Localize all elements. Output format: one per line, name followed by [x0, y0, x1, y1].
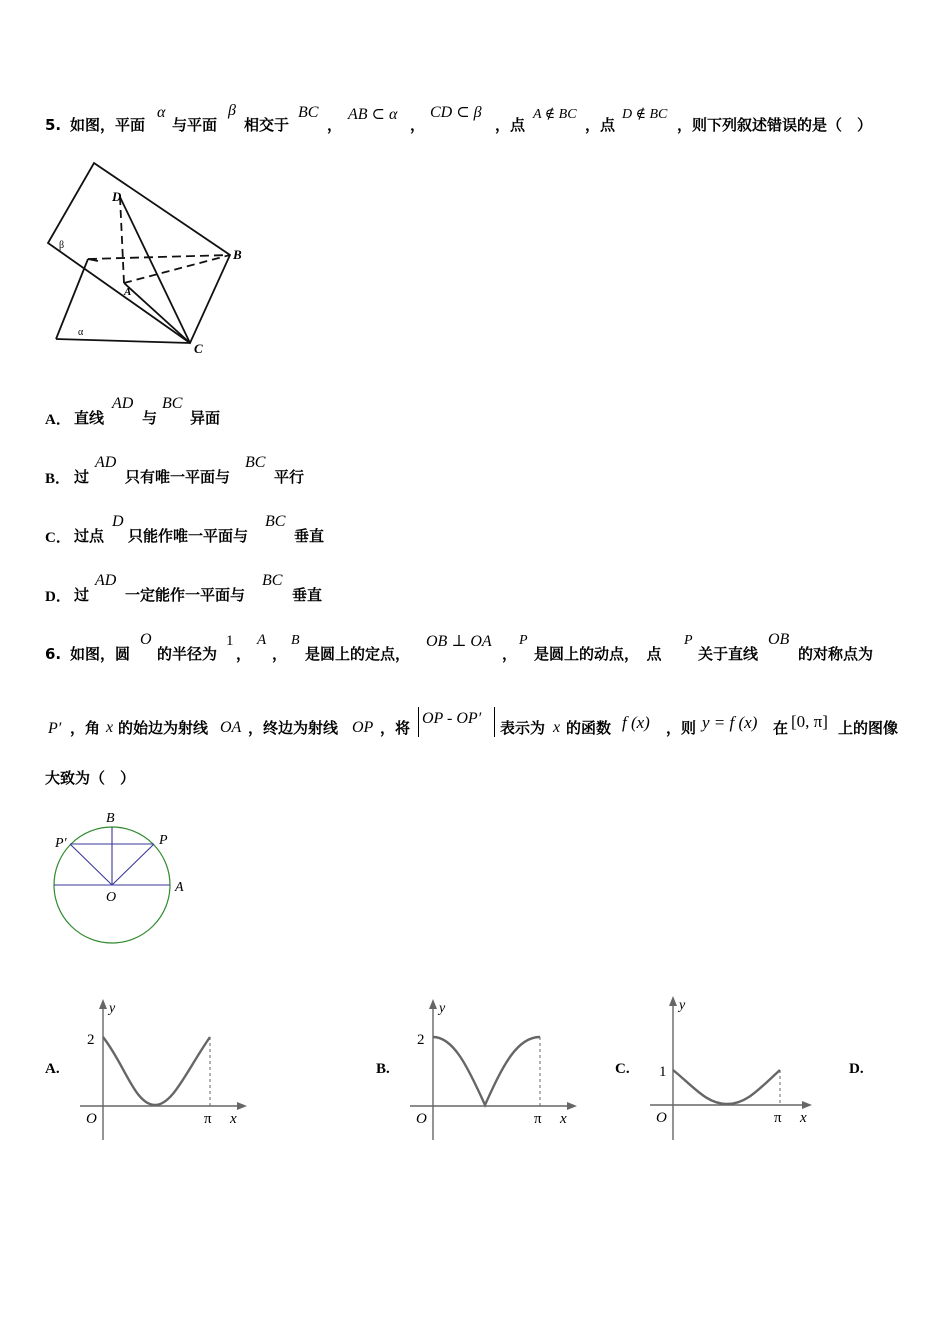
q6-oa: OA [220, 719, 242, 736]
label-beta: β [59, 240, 65, 251]
q6-p: P [519, 633, 528, 648]
dashed-edge-top [88, 255, 230, 259]
q5-bc: BC [298, 104, 319, 121]
q6-text-1f: ， [502, 645, 518, 663]
label-c: C [194, 341, 203, 356]
option-c-text-pre: 过点 [74, 527, 105, 545]
q6-text-1c: ， [236, 645, 252, 663]
q6-text-1b: 的半径为 [157, 645, 218, 663]
option-b-math-1: AD [95, 454, 117, 471]
plane-alpha-bottom-edge [56, 339, 190, 343]
circle-label-b: B [106, 811, 115, 826]
q6-text-1d: ， [272, 645, 288, 663]
option-a-math-1: AD [112, 395, 134, 412]
option-b-label: B． [45, 471, 71, 487]
option-c-label: C． [45, 530, 71, 546]
option-a-text-post: 异面 [190, 409, 221, 427]
q5-d-notin-bc: D ∉ BC [622, 107, 668, 122]
q6-one: 1 [226, 633, 234, 649]
q5-text-3: 相交于 [244, 116, 290, 134]
graph-a-x-label: x [230, 1111, 237, 1127]
graph-b-curve [433, 1037, 540, 1105]
graph-option-a[interactable] [75, 995, 250, 1145]
option-c-math-2: BC [265, 513, 286, 530]
q6-o: O [140, 631, 152, 648]
q6-number: 6. [45, 645, 62, 663]
q6-text-2h: 在 [773, 719, 789, 737]
q6-x-2: x [553, 719, 561, 736]
graph-b-x-arrow [567, 1102, 577, 1110]
segment-op-prime [70, 844, 112, 885]
q6-p-2: P [684, 633, 693, 648]
graph-option-c[interactable] [645, 992, 820, 1142]
q5-alpha: α [157, 104, 166, 121]
circle-label-a: A [175, 880, 184, 895]
q6-text-2f: 的函数 [566, 719, 612, 737]
q6-stem-line-3: 大致为（ ） [45, 769, 136, 787]
option-b-text-post: 平行 [274, 468, 305, 486]
graph-c-y-tick: 1 [659, 1064, 667, 1080]
graph-a-x-arrow [237, 1102, 247, 1110]
q5-text-1: 如图，平面 [70, 116, 146, 134]
option-d-math-1: AD [95, 572, 117, 589]
dashed-segment-ab [124, 255, 230, 283]
q6-ob-perp-oa: OB ⊥ OA [426, 633, 492, 650]
graph-a-y-label: y [109, 1001, 116, 1016]
graph-a-y-arrow [99, 999, 107, 1009]
graph-b-y-label: y [439, 1001, 446, 1016]
graph-option-a-label[interactable]: A. [45, 1061, 60, 1077]
graph-b-pi-tick: π [534, 1111, 542, 1127]
q6-text-1i: 的对称点为 [798, 645, 874, 663]
q6-y-eq-f-of-x: y = f (x) [702, 713, 758, 732]
abs-bar-left [418, 707, 419, 737]
option-a-math-2: BC [162, 395, 183, 412]
graph-a-y-tick: 2 [87, 1032, 95, 1048]
q6-text-2a: ，角 [70, 719, 101, 737]
graph-b-origin: O [416, 1111, 427, 1127]
plane-beta-outline [48, 163, 230, 343]
option-d-math-2: BC [262, 572, 283, 589]
graph-b-y-tick: 2 [417, 1032, 425, 1048]
option-d-text-pre: 过 [74, 586, 90, 604]
graph-c-y-label: y [679, 998, 686, 1013]
option-d-text-post: 垂直 [292, 586, 323, 604]
graph-c-origin: O [656, 1110, 667, 1126]
q6-x-1: x [106, 719, 114, 736]
option-c-math-1: D [112, 513, 124, 530]
graph-option-c-label[interactable]: C. [615, 1061, 630, 1077]
graph-c-x-arrow [802, 1101, 812, 1109]
circle-label-p: P [159, 833, 168, 848]
q6-abs-expr: OP - OP′ [422, 710, 482, 727]
graph-a-curve [103, 1037, 210, 1105]
q6-text-2c: ，终边为射线 [248, 719, 339, 737]
q5-number: 5. [45, 116, 62, 134]
q6-circle-figure [45, 805, 195, 950]
graph-b-y-arrow [429, 999, 437, 1009]
q6-text-1g: 是圆上的动点， 点 [534, 645, 662, 663]
label-alpha: α [78, 327, 84, 338]
option-d-label: D． [45, 589, 71, 605]
q5-ab-subset-alpha: AB ⊂ α [348, 106, 398, 123]
q6-text-2i: 上的图像 [838, 719, 899, 737]
q6-text-2d: ，将 [380, 719, 411, 737]
graph-a-pi-tick: π [204, 1111, 212, 1127]
q6-text-2e: 表示为 [500, 719, 546, 737]
q5-question-tail: ，则下列叙述错误的是（ ） [677, 116, 873, 134]
abs-bar-right [494, 707, 495, 737]
q6-text-1h: 关于直线 [698, 645, 759, 663]
segment-ac [124, 283, 190, 343]
q6-text-1a: 如图，圆 [70, 645, 131, 663]
circle-label-p-prime: P′ [55, 836, 67, 851]
q5-a-notin-bc: A ∉ BC [533, 107, 577, 122]
dashed-segment-da [120, 197, 124, 283]
graph-option-d-label[interactable]: D. [849, 1061, 864, 1077]
q5-planes-figure [40, 155, 255, 360]
q6-text-2g: ，则 [666, 719, 697, 737]
q6-p-prime: P′ [48, 720, 62, 737]
q6-a: A [257, 632, 267, 648]
label-d: D [112, 189, 122, 204]
graph-option-b-label[interactable]: B. [376, 1061, 390, 1077]
label-a: A [124, 286, 132, 298]
q6-op: OP [352, 719, 374, 736]
q5-cd-subset-beta: CD ⊂ β [430, 104, 482, 121]
segment-op [112, 844, 154, 885]
q6-interval: [0, π] [791, 712, 828, 731]
graph-c-x-label: x [800, 1110, 807, 1126]
q5-beta: β [228, 102, 236, 119]
option-a-text-pre: 直线 [74, 409, 105, 427]
q5-text-2: 与平面 [172, 116, 218, 134]
option-b-text-pre: 过 [74, 468, 90, 486]
label-b: B [233, 247, 242, 262]
graph-c-curve [673, 1070, 780, 1104]
q5-comma-2: ， [410, 116, 426, 134]
q5-point-2: ，点 [585, 116, 616, 134]
option-c-text-post: 垂直 [294, 527, 325, 545]
q6-b: B [291, 633, 300, 648]
option-b-math-2: BC [245, 454, 266, 471]
option-b-text-mid: 只有唯一平面与 [125, 468, 231, 486]
segment-dc [120, 197, 190, 343]
graph-a-origin: O [86, 1111, 97, 1127]
graph-b-x-label: x [560, 1111, 567, 1127]
option-a-label: A． [45, 412, 71, 428]
q6-text-1e: 是圆上的定点， [305, 645, 411, 663]
q5-comma-1: ， [327, 116, 343, 134]
option-a-text-mid: 与 [142, 409, 158, 427]
q6-ob: OB [768, 631, 790, 648]
circle-label-o: O [106, 890, 117, 905]
option-d-text-mid: 一定能作一平面与 [125, 586, 246, 604]
q5-point-1: ，点 [495, 116, 526, 134]
graph-c-pi-tick: π [774, 1110, 782, 1126]
q6-f-of-x: f (x) [622, 713, 650, 732]
q6-text-2b: 的始边为射线 [118, 719, 209, 737]
option-c-text-mid: 只能作唯一平面与 [128, 527, 249, 545]
graph-option-b[interactable] [405, 995, 580, 1145]
graph-c-y-arrow [669, 996, 677, 1006]
